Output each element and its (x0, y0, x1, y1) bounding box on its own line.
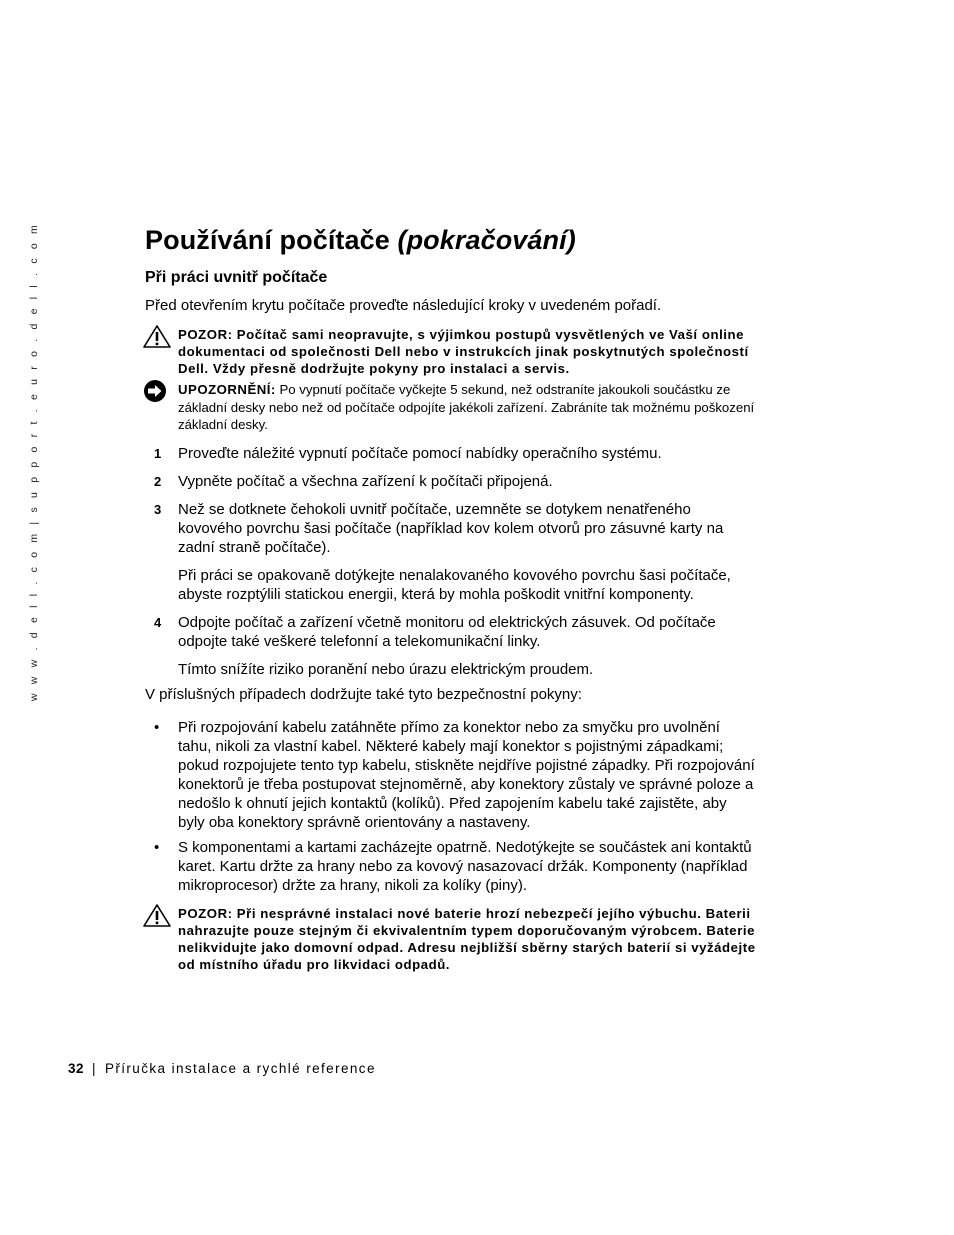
step-text: Odpojte počítač a zařízení včetně monitoru od elektrických zásuvek. Od počítače odpojte také veškeré telefonní a telekomunikační linky. (178, 613, 716, 650)
step-subtext: Tímto snížíte riziko poranění nebo úrazu elektrickým proudem. (178, 660, 594, 678)
notice-label: UPOZORNĚNÍ: (178, 382, 276, 397)
footer-separator: | (92, 1061, 97, 1076)
bullet-symbol: • (154, 838, 160, 856)
title-continued: (pokračování) (397, 225, 576, 255)
step-item (145, 444, 757, 463)
caution-block (145, 326, 757, 377)
notice-block (145, 381, 757, 434)
page-content (145, 222, 757, 973)
step-number: 1 (154, 445, 162, 461)
warning-triangle-icon (143, 324, 171, 348)
title-main: Používání počítače (145, 225, 390, 255)
bullet-text: Při rozpojování kabelu zatáhněte přímo za konektor nebo za smyčku pro uvolnění tahu, nikoli za vlastní kabel. Některé kabely mají konektor s pojistnými západkami; pokud rozpojujete tento typ kabelu, stiskněte nejdříve pojistné západky. Při rozpojování konektorů je třeba postupovat stejnoměrně, aby konektory zůstaly ve správné poloze a nedošlo k ohnutí jejich kontaktů (kolíků). Před zapojením kabelu také zajistěte, aby byly oba konektory správně orientovány a nastaveny. (178, 718, 755, 831)
notice-arrow-icon (143, 379, 171, 403)
intro-paragraph: Před otevřením krytu počítače proveďte následující kroky v uvedeném pořadí. (145, 297, 662, 314)
warning-triangle-icon (143, 903, 171, 927)
page-title (145, 222, 757, 258)
step-item (145, 472, 757, 491)
step-number: 3 (154, 501, 162, 517)
step-number: 4 (154, 614, 162, 630)
step-item (145, 500, 757, 604)
book-title: Příručka instalace a rychlé reference (104, 1061, 376, 1076)
section-heading: Při práci uvnitř počítače (145, 269, 328, 286)
after-steps-paragraph: V příslušných případech dodržujte také tyto bezpečnostní pokyny: (145, 685, 582, 703)
steps-list (145, 444, 757, 679)
step-number: 2 (154, 473, 162, 489)
caution-block-battery (145, 905, 757, 973)
caution-text: POZOR: Při nesprávné instalaci nové baterie hrozí nebezpečí jejího výbuchu. Baterii nahrazujte pouze stejným či ekvivalentním typem doporučovaným výrobcem. Baterie nelikvidujte jako domovní odpad. Adresu nejbližší sběrny starých baterií si vyžádejte od místního úřadu pro likvidaci odpadů. (178, 905, 756, 972)
step-text: Proveďte náležité vypnutí počítače pomocí nabídky operačního systému. (178, 444, 662, 462)
page-number: 32 (68, 1061, 85, 1076)
bullet-item (145, 718, 757, 832)
step-subtext: Při práci se opakovaně dotýkejte nenalakovaného kovového povrchu šasi počítače, abyste rozptýlili statickou energii, která by mohla poškodit vnitřní komponenty. (178, 566, 731, 603)
bullet-symbol: • (154, 718, 160, 736)
step-text: Vypněte počítač a všechna zařízení k počítači připojená. (178, 472, 553, 490)
step-text: Než se dotknete čehokoli uvnitř počítače, uzemněte se dotykem nenatřeného kovového povrchu šasi počítače (například kov kolem otvorů pro zásuvné karty na zadní straně počítače). (178, 500, 724, 556)
side-url: w w w . d e l l . c o m | s u p p o r t . e u r o . d e l l . c o m (28, 222, 40, 702)
caution-text: POZOR: Počítač sami neopravujte, s výjimkou postupů vysvětlených ve Vaší online dokumentaci od společnosti Dell nebo v instrukcích jinak poskytnutých společností Dell. Vždy přesně dodržujte pokyny pro instalaci a servis. (178, 327, 749, 376)
step-item (145, 613, 757, 679)
notice-text: Po vypnutí počítače vyčkejte 5 sekund, než odstraníte jakoukoli součástku ze základní desky nebo než od počítače odpojíte jakékoli zařízení. Zabráníte tak možnému poškození základní desky. (178, 382, 755, 432)
bullet-text: S komponentami a kartami zacházejte opatrně. Nedotýkejte se součástek ani kontaktů karet. Kartu držte za hrany nebo za kovový nasazovací držák. Komponenty (například mikroprocesor) držte za hrany, nikoli za kolíky (piny). (178, 838, 752, 894)
bullet-item (145, 838, 757, 895)
safety-bullet-list (145, 718, 757, 895)
page-footer (68, 1061, 376, 1076)
